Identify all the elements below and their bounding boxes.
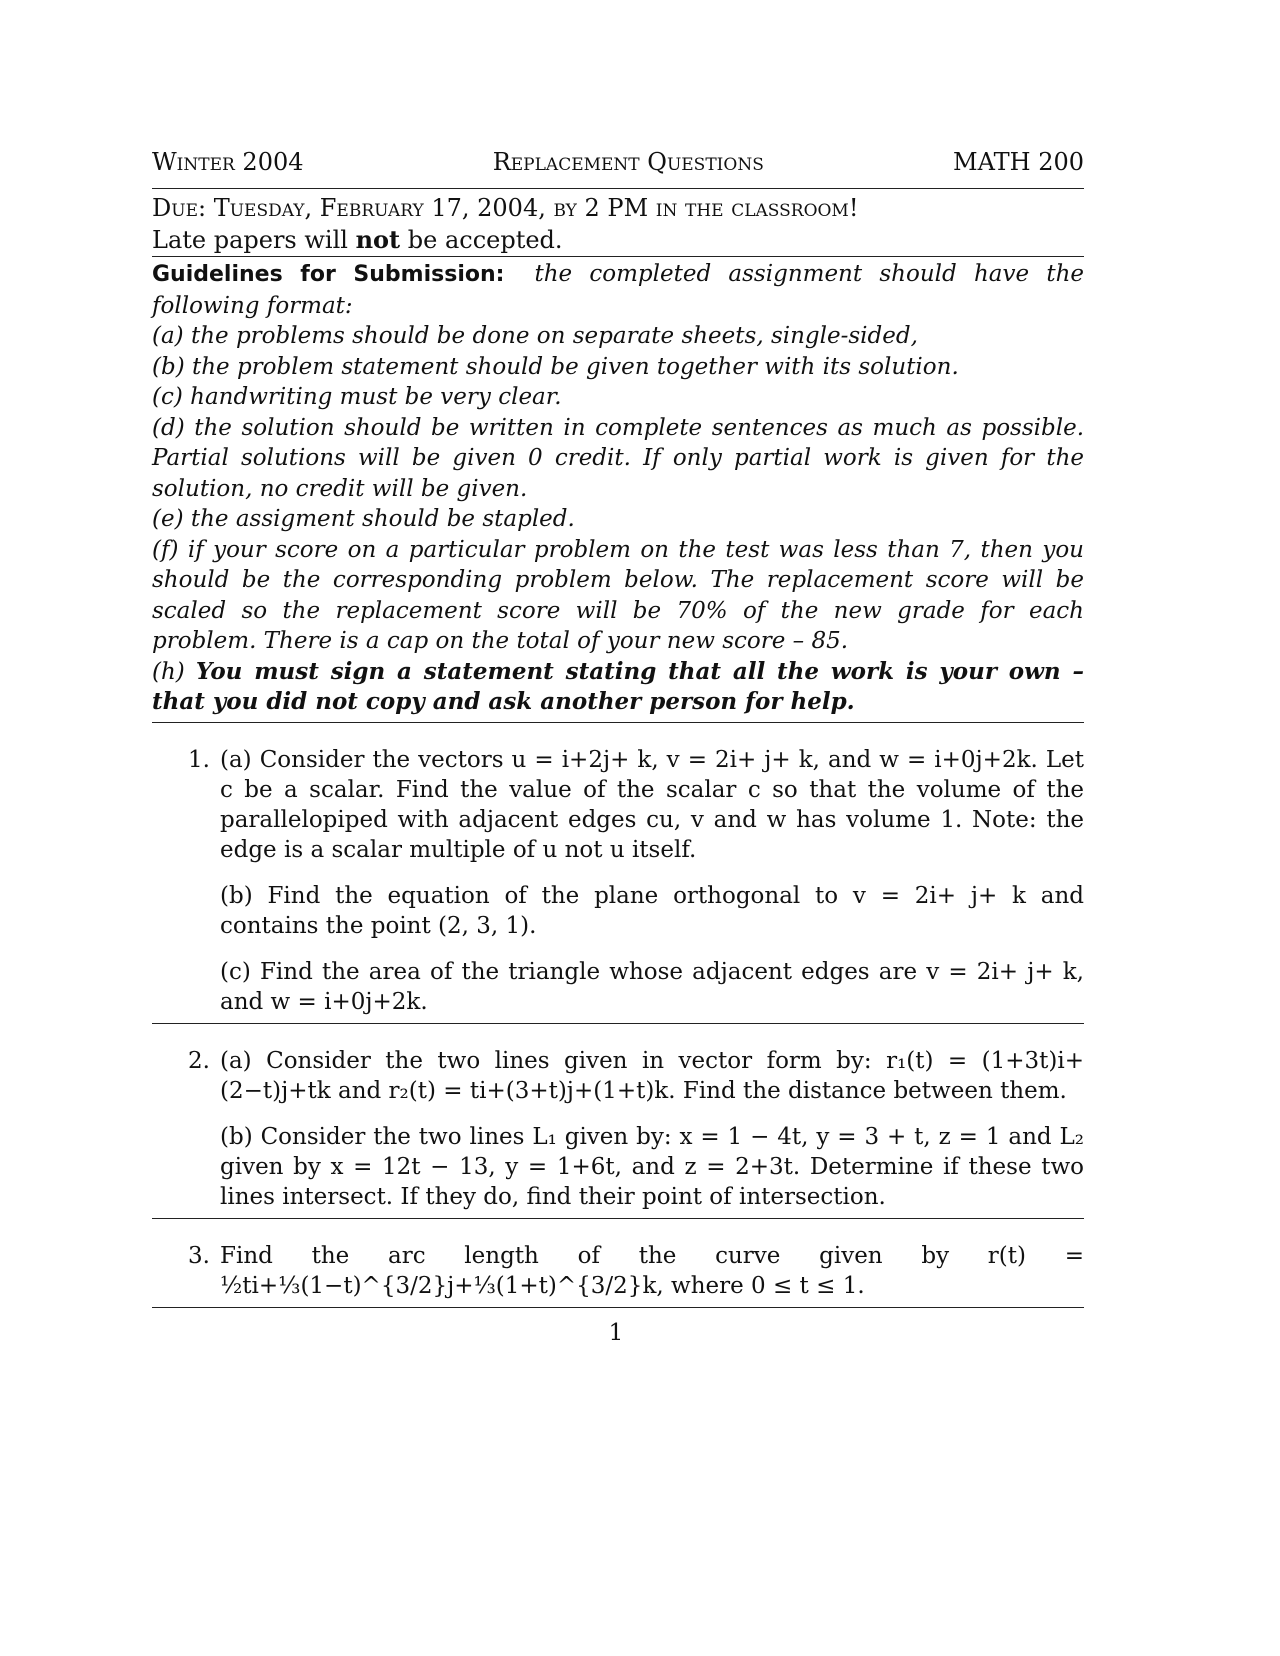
problem-part: (c) Find the area of the triangle whose adjacent edges are v = 2i+ j+ k, and w = i+0j+2k. [220,958,1084,1015]
header-course: MATH 200 [953,148,1084,176]
late-policy-text-2: be accepted. [400,226,563,254]
late-policy-emphasis: not [355,225,401,254]
guidelines-intro [152,259,1084,321]
page-number: 1 [608,1320,624,1346]
guideline-item: (d) the solution should be written in complete sentences as much as possible. Partial solutions will be given 0 credit. If only partial work is given for the solution, no credit will be given. [152,414,1084,502]
problem-number: 3. [188,1242,210,1269]
problem-1 [152,723,1084,1024]
late-policy-text-1: Late papers will [152,226,356,254]
guideline-h-label: (h) [152,658,196,685]
header-title: Replacement Questions [492,148,764,176]
due-notice [152,189,1084,257]
guidelines-title: Guidelines for Submission: [152,262,505,287]
problem-part: (b) Find the equation of the plane orthogonal to v = 2i+ j+ k and contains the point (2, 3, 1). [220,882,1084,939]
problem-number: 1. [188,746,210,773]
problem-body [220,1046,1084,1212]
problem-part: (a) Consider the two lines given in vector form by: r₁(t) = (1+3t)i+(2−t)j+tk and r₂(t) = ti+(3+t)j+(1+t)k. Find the distance between them. [220,1047,1084,1104]
guideline-signature-statement [152,657,1084,718]
problem-list [152,723,1084,1308]
problem-part: (a) Consider the vectors u = i+2j+ k, v = 2i+ j+ k, and w = i+0j+2k. Let c be a scalar. Find the value of the scalar c so that the volume of the parallelopiped with adjacent edges cu, v and w has volume 1. Note: the edge is a scalar multiple of u not u itself. [220,746,1084,863]
problem-body [220,1241,1084,1301]
guideline-item: (b) the problem statement should be given together with its solution. [152,353,959,380]
guidelines-intro-text: the completed assignment should have the following format: [152,261,1084,319]
guideline-item: (f) if your score on a particular problem on the test was less than 7, then you should be the corresponding problem below. The replacement score will be scaled so the replacement score will be 70% of the new grade for each problem. There is a cap on the total of your new score – 85. [152,536,1084,654]
late-policy [152,224,1084,256]
guideline-h-text: You must sign a statement stating that all the work is your own – that you did not copy and ask another person for help. [152,657,1084,715]
guideline-item: (c) handwriting must be very clear. [152,384,562,410]
problem-2 [152,1024,1084,1219]
problem-part: (b) Consider the two lines L₁ given by: x = 1 − 4t, y = 3 + t, z = 1 and L₂ given by x = 12t − 13, y = 1+6t, and z = 2+3t. Determine if these two lines intersect. If they do, find their point of intersection. [220,1123,1084,1210]
submission-guidelines [152,257,1084,723]
problem-body [220,745,1084,1017]
due-date: Due: Tuesday, February 17, 2004, by 2 PM in the classroom! [152,194,859,222]
problem-part: Find the arc length of the curve given by r(t) = ½ti+⅓(1−t)^{3/2}j+⅓(1+t)^{3/2}k, where 0 ≤ t ≤ 1. [220,1242,1084,1299]
header-term: Winter 2004 [152,148,304,176]
guideline-item: (e) the assigment should be stapled. [152,506,575,532]
document-page [152,148,1084,1308]
problem-3 [152,1219,1084,1308]
guideline-item: (a) the problems should be done on separate sheets, single-sided, [152,323,918,349]
problem-number: 2. [188,1047,210,1074]
page-header [152,148,1084,189]
